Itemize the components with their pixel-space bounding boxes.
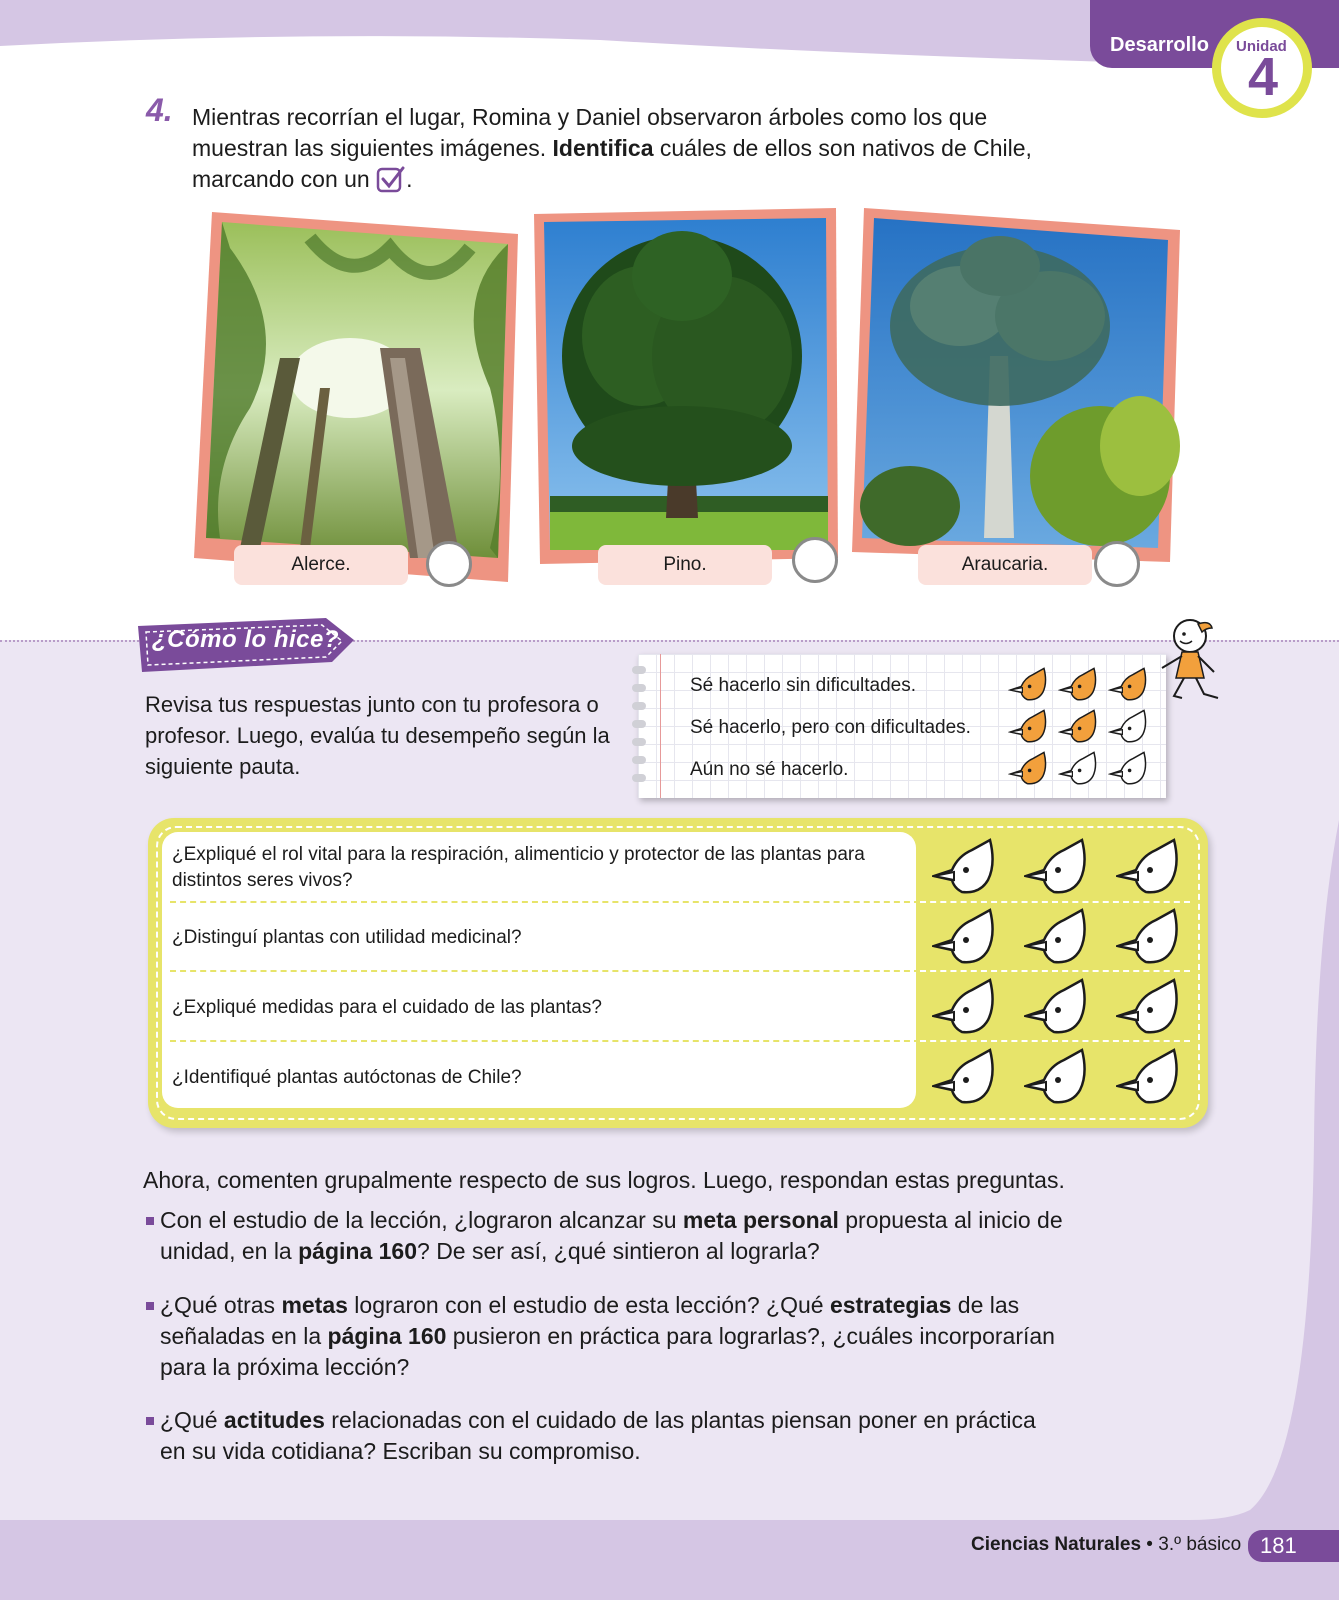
- scale-label: Sé hacerlo, pero con dificultades.: [690, 717, 971, 738]
- bird-icon-outline: [1058, 750, 1100, 786]
- araucaria-tree-photo: [850, 206, 1180, 582]
- mascot-character-icon: [1160, 616, 1220, 712]
- alerce-forest-photo: [190, 208, 520, 584]
- bullet-square-icon: [146, 1217, 154, 1225]
- self-assessment-instruction: Revisa tus respuestas junto con tu profesora o profesor. Luego, evalúa tu desempeño según la siguiente pauta.: [145, 692, 610, 779]
- rubric-bird-icon[interactable]: [1024, 836, 1090, 896]
- reflection-bullet: ¿Qué actitudes relacionadas con el cuidado de las plantas piensan poner en práctica en su vida cotidiana? Escriban su compromiso.: [146, 1405, 1066, 1467]
- alerce-photo-frame: [190, 208, 520, 584]
- rubric-separator: [170, 901, 920, 903]
- rubric-bird-icon[interactable]: [932, 836, 998, 896]
- rubric-question: ¿Distinguí plantas con utilidad medicinal?: [172, 927, 522, 948]
- spiral-ring: [632, 702, 646, 710]
- reflection-intro: Ahora, comenten grupalmente respecto de sus logros. Luego, respondan estas preguntas.: [143, 1167, 1065, 1193]
- rubric-separator: [920, 970, 1190, 972]
- unit-word: Unidad: [1236, 38, 1287, 55]
- como-lo-hice-title: ¿Cómo lo hice?: [152, 626, 339, 653]
- rubric-separator: [920, 1040, 1190, 1042]
- bird-icon-outline: [1108, 708, 1150, 744]
- rubric-bird-icon[interactable]: [1024, 1046, 1090, 1106]
- bird-icon-colored: [1008, 750, 1050, 786]
- rubric-bird-icon[interactable]: [1116, 976, 1182, 1036]
- reflection-bullet: Con el estudio de la lección, ¿lograron alcanzar su meta personal propuesta al inicio de unidad, en la página 160? De ser así, ¿qué sintieron al lograrla?: [146, 1205, 1066, 1267]
- spiral-ring: [632, 720, 646, 728]
- bird-icon-colored: [1058, 666, 1100, 702]
- rubric-question: ¿Identifiqué plantas autóctonas de Chile?: [172, 1067, 522, 1088]
- scale-label: Aún no sé hacerlo.: [690, 759, 849, 780]
- caption-pino: Pino.: [598, 545, 772, 585]
- rubric-separator: [170, 970, 920, 972]
- assessment-scale-card: [638, 654, 1166, 798]
- answer-circle-pino[interactable]: [792, 537, 838, 583]
- spiral-ring: [632, 684, 646, 692]
- bird-icon-colored: [1008, 708, 1050, 744]
- bird-icon-colored: [1058, 708, 1100, 744]
- bullet-square-icon: [146, 1302, 154, 1310]
- answer-circle-alerce[interactable]: [426, 541, 472, 587]
- footer-subject: Ciencias Naturales • 3.º básico: [971, 1534, 1242, 1555]
- answer-circle-araucaria[interactable]: [1094, 541, 1140, 587]
- caption-alerce: Alerce.: [234, 545, 408, 585]
- rubric-question: ¿Expliqué el rol vital para la respiración, alimenticio y protector de las plantas para distintos seres vivos?: [172, 844, 865, 891]
- question-text: Mientras recorrían el lugar, Romina y Daniel observaron árboles como los que muestran las siguientes imágenes. Identifica cuáles de ellos son nativos de Chile, marcando con un .: [192, 104, 1032, 192]
- rubric-bird-icon[interactable]: [1116, 836, 1182, 896]
- section-label: Desarrollo: [1110, 34, 1209, 56]
- rubric-bird-icon[interactable]: [1024, 906, 1090, 966]
- pine-photo-frame: [532, 206, 842, 576]
- spiral-ring: [632, 756, 646, 764]
- bird-icon-outline: [1108, 750, 1150, 786]
- bird-icon-colored: [1008, 666, 1050, 702]
- checkbox-check-icon: [376, 165, 406, 193]
- caption-araucaria: Araucaria.: [918, 545, 1092, 585]
- araucaria-photo-frame: [850, 206, 1180, 582]
- rubric-separator: [920, 901, 1190, 903]
- spiral-ring: [632, 738, 646, 746]
- scale-label: Sé hacerlo sin dificultades.: [690, 675, 917, 696]
- margin-line: [660, 654, 661, 798]
- rubric-question: ¿Expliqué medidas para el cuidado de las plantas?: [172, 997, 602, 1018]
- pine-tree-photo: [532, 206, 842, 576]
- rubric-bird-icon[interactable]: [1116, 1046, 1182, 1106]
- rubric-bird-icon[interactable]: [932, 906, 998, 966]
- bird-icon-colored: [1108, 666, 1150, 702]
- unit-number: 4: [1247, 47, 1279, 107]
- spiral-ring: [632, 666, 646, 674]
- spiral-ring: [632, 774, 646, 782]
- rubric-bird-icon[interactable]: [1024, 976, 1090, 1036]
- rubric-separator: [170, 1040, 920, 1042]
- question-number: 4.: [146, 92, 173, 128]
- rubric-bird-icon[interactable]: [932, 1046, 998, 1106]
- bullet-square-icon: [146, 1417, 154, 1425]
- rubric-bird-icon[interactable]: [932, 976, 998, 1036]
- page-number: 181: [1248, 1530, 1339, 1562]
- reflection-bullet: ¿Qué otras metas lograron con el estudio de esta lección? ¿Qué estrategias de las señaladas en la página 160 pusieron en práctica para lograrlas?, ¿cuáles incorporarían para la próxima lección?: [146, 1290, 1066, 1383]
- rubric-bird-icon[interactable]: [1116, 906, 1182, 966]
